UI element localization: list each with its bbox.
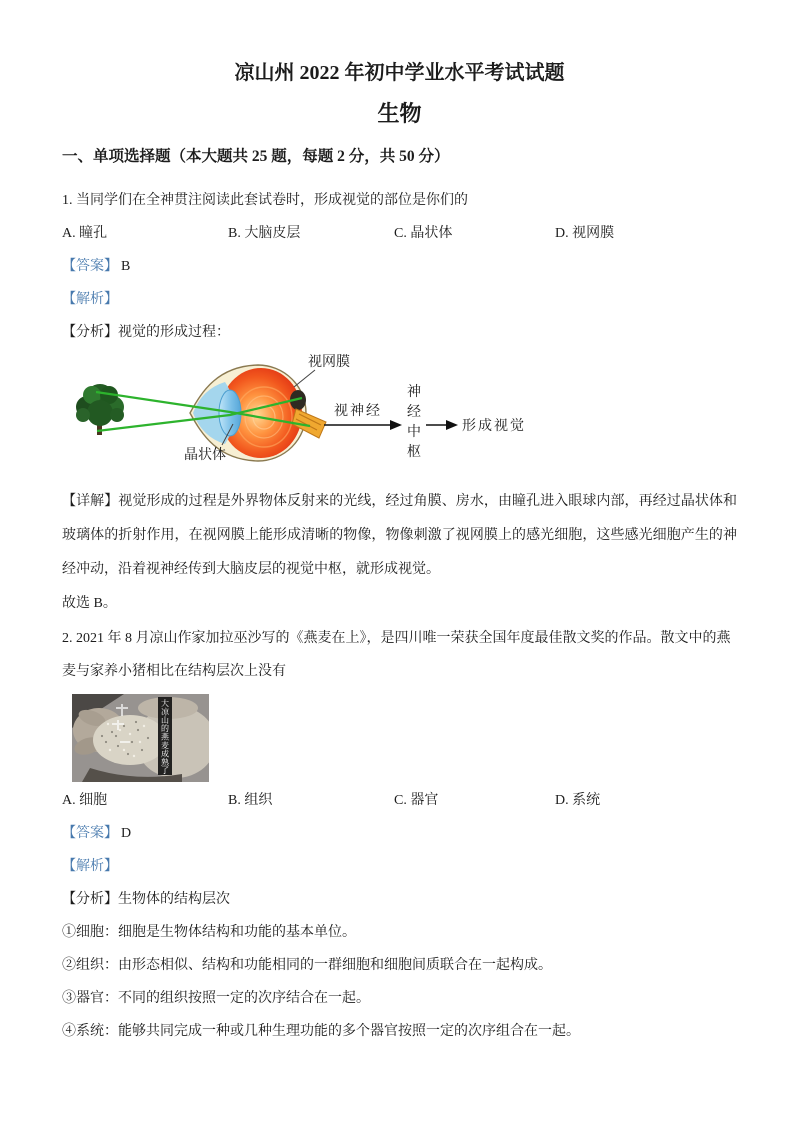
q1-option-a: A. 瞳孔 xyxy=(62,226,108,241)
nerve-center-vertical-label: 神经中枢 xyxy=(407,385,421,460)
optic-nerve-label: 视神经 xyxy=(334,404,382,419)
structure-level-system: ④系统：能够共同完成一种或几种生理功能的多个器官按照一定的次序组合在一起。 xyxy=(62,1024,580,1039)
eyeball-illustration xyxy=(190,365,326,461)
section-heading: 一、单项选择题（本大题共 25 题，每题 2 分，共 50 分） xyxy=(62,148,450,165)
answer-tag: 【答案】 xyxy=(62,259,118,274)
q1-answer-value: B xyxy=(121,259,131,274)
grain-pile xyxy=(93,715,167,765)
q2-analysis-text: 生物体的结构层次 xyxy=(118,892,230,907)
jiexi-tag: 【解析】 xyxy=(62,292,118,307)
structure-level-organ: ③器官：不同的组织按照一定的次序结合在一起。 xyxy=(62,991,370,1006)
structure-level-tissue: ②组织：由形态相似、结构和功能相同的一群细胞和细胞间质联合在一起构成。 xyxy=(62,958,552,973)
xiangjie-tag: 【详解】 xyxy=(62,494,119,509)
q1-fenxi-line xyxy=(62,316,737,349)
jiexi-tag: 【解析】 xyxy=(62,859,118,874)
fenxi-tag: 【分析】 xyxy=(62,325,118,340)
structure-level-cell: ①细胞：细胞是生物体结构和功能的基本单位。 xyxy=(62,925,356,940)
fenxi-tag: 【分析】 xyxy=(62,892,118,907)
q1-jiexi-line xyxy=(62,283,737,316)
q1-conclusion: 故选 B。 xyxy=(62,596,117,611)
retina-pointer-line xyxy=(294,370,315,387)
q1-analysis-text: 视觉的形成过程： xyxy=(118,325,230,340)
q1-stem: 1. 当同学们在全神贯注阅读此套试卷时，形成视觉的部位是你们的 xyxy=(62,193,468,208)
q2-option-b: B. 组织 xyxy=(228,793,273,808)
vision-result-label: 形成视觉 xyxy=(462,419,526,434)
q1-option-c: C. 晶状体 xyxy=(394,226,453,241)
photo-vertical-caption: 大凉山的燕麦成熟了 xyxy=(161,699,169,776)
exam-subject: 生物 xyxy=(377,101,422,126)
arrow-to-result xyxy=(426,420,458,430)
q2-option-a: A. 细胞 xyxy=(62,793,108,808)
q1-detail-paragraph xyxy=(62,485,737,587)
q2-jiexi-line xyxy=(62,850,737,883)
arrow-to-nerve-center xyxy=(324,420,402,430)
q2-stem: 2. 2021 年 8 月凉山作家加拉巫沙写的《燕麦在上》，是四川唯一荣获全国年度最佳散文奖的作品。散文中的燕麦与家养小猪相比在结构层次上没有 xyxy=(62,631,731,679)
exam-title: 凉山州 2022 年初中学业水平考试试题 xyxy=(234,62,565,84)
lens-label: 晶状体 xyxy=(184,448,226,463)
vision-diagram xyxy=(62,351,737,483)
q1-detail-text: 视觉形成的过程是外界物体反射来的光线，经过角膜、房水，由瞳孔进入眼球内部，再经过晶状体和玻璃体的折射作用，在视网膜上能形成清晰的物像，物像刺激了视网膜上的感光细胞，这些感光细胞产生的神经冲动，沿着视神经传到大脑皮层的视觉中枢，就形成视觉。 xyxy=(62,494,738,577)
q1-option-d: D. 视网膜 xyxy=(555,226,615,241)
q1-options-row xyxy=(62,217,737,250)
q2-fenxi-line xyxy=(62,883,737,916)
q2-option-c: C. 器官 xyxy=(394,793,439,808)
q2-answer-line xyxy=(62,817,737,850)
retina-label: 视网膜 xyxy=(308,355,350,370)
answer-tag: 【答案】 xyxy=(62,826,118,841)
q1-option-b: B. 大脑皮层 xyxy=(228,226,301,241)
vision-diagram-svg xyxy=(62,351,602,483)
oats-photo-svg xyxy=(72,694,209,782)
q2-options-row xyxy=(62,784,737,817)
oats-photo xyxy=(72,694,209,782)
q2-answer-value: D xyxy=(121,826,132,841)
q2-option-d: D. 系统 xyxy=(555,793,601,808)
q1-answer-line xyxy=(62,250,737,283)
